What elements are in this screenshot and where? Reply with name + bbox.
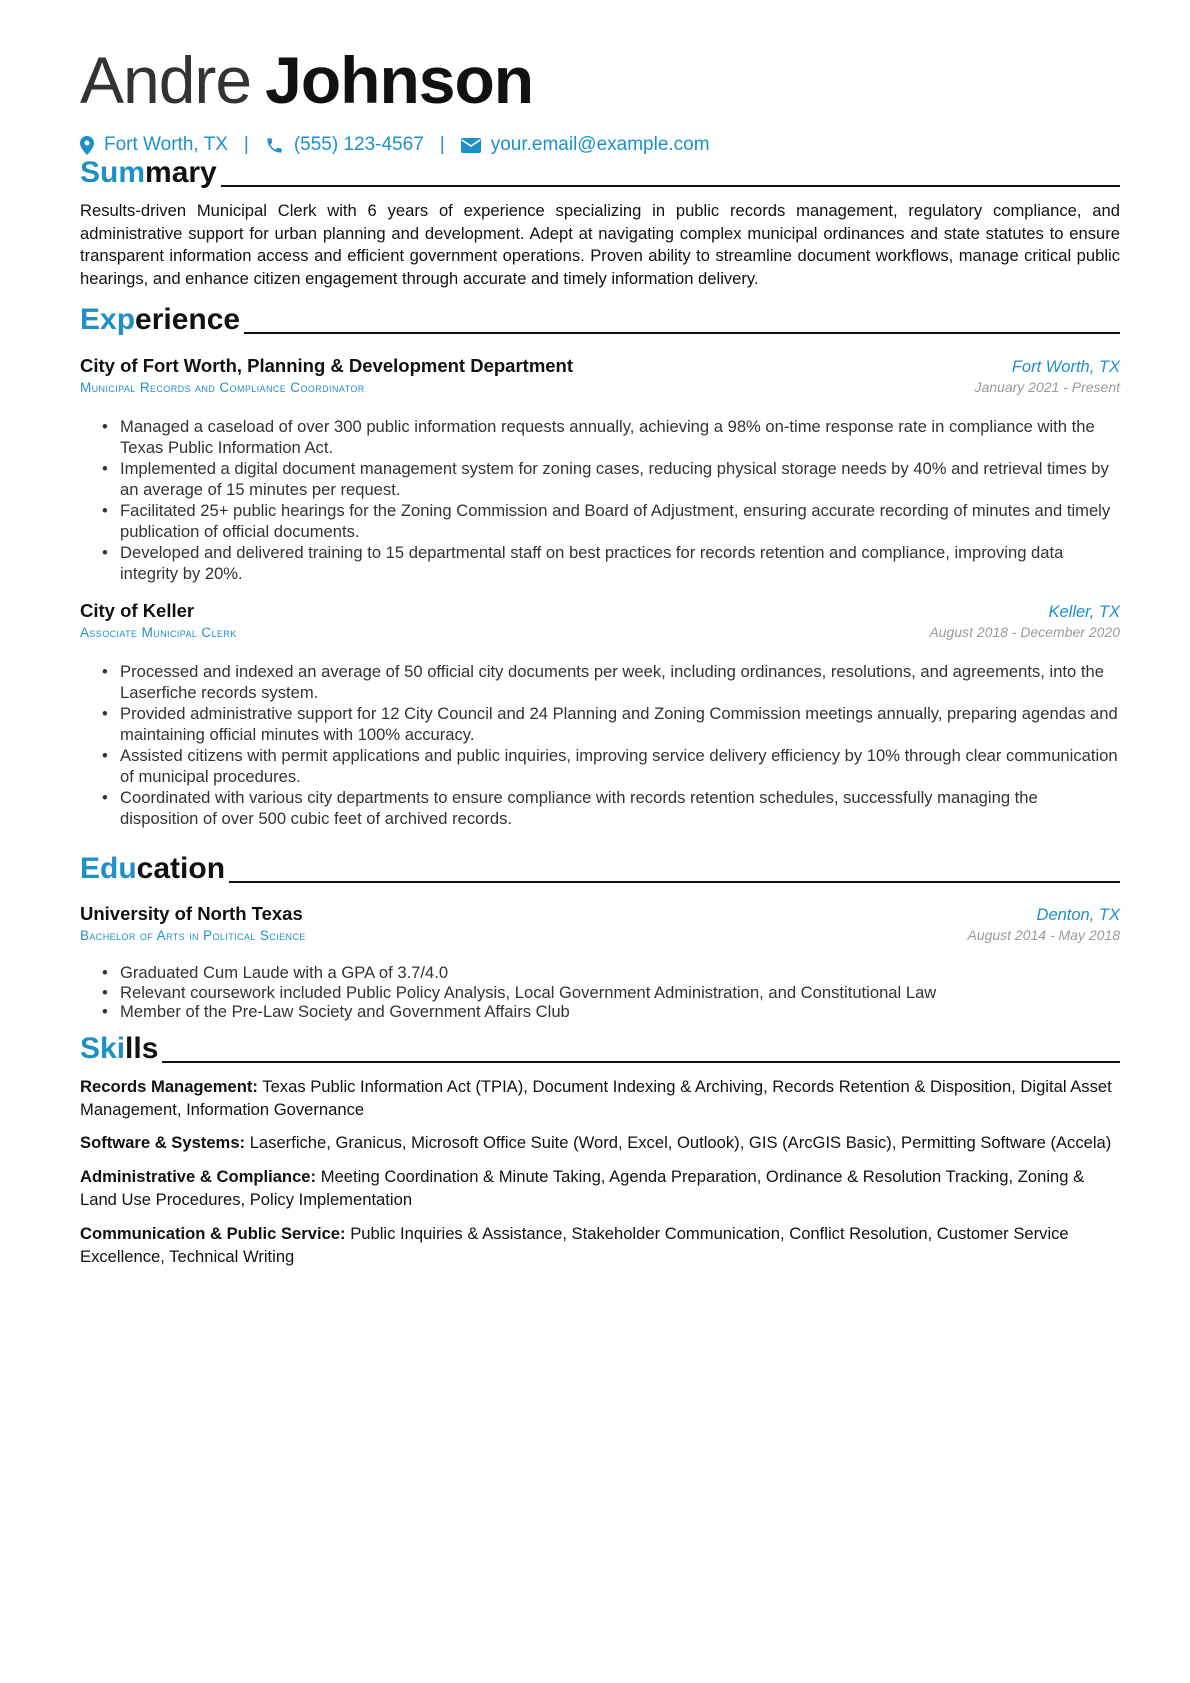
employer-name: City of Fort Worth, Planning & Development Department — [80, 355, 574, 376]
section-rule — [244, 332, 1120, 334]
education-heading — [80, 852, 1120, 886]
job-entry — [80, 355, 1120, 395]
summary-heading — [80, 156, 1120, 190]
skill-values: Public Inquiries & Assistance, Stakeholder Communication, Conflict Resolution, Customer Service Excellence, Technical Writing — [80, 1224, 1069, 1266]
phone-text: (555) 123-4567 — [293, 134, 424, 155]
list-item: • Facilitated 25+ public hearings for the Zoning Commission and Board of Adjustment, ensuring accurate recording of minutes and timely publication of official documents. — [120, 500, 1120, 542]
skill-category: Software & Systems: — [80, 1133, 246, 1152]
education-dates: August 2014 - May 2018 — [967, 927, 1120, 943]
skill-group — [80, 1166, 1120, 1211]
list-item: • Member of the Pre-Law Society and Government Affairs Club — [120, 1002, 1120, 1022]
job-bullets — [102, 661, 1120, 829]
contact-email[interactable] — [461, 134, 710, 156]
section-title: Education — [80, 852, 226, 885]
list-item: • Implemented a digital document management system for zoning cases, reducing physical storage needs by 40% and retrieval times by an average of 15 minutes per request. — [120, 458, 1120, 500]
contact-line — [80, 134, 710, 156]
skill-values: Laserfiche, Granicus, Microsoft Office Suite (Word, Excel, Outlook), GIS (ArcGIS Basic), Permitting Software (Accela) — [249, 1133, 1112, 1152]
school-name: University of North Texas — [80, 903, 303, 924]
experience-heading — [80, 303, 1120, 337]
summary-text: Results-driven Municipal Clerk with 6 years of experience specializing in public records management, regulatory compliance, and administrative support for urban planning and development. Adept at navigating complex municipal ordinances and state statutes to ensure transparent information access and efficient government operations. Proven ability to streamline document workflows, manage critical public hearings, and enhance citizen engagement through accurate and timely information delivery. — [80, 201, 1120, 288]
skill-values: Texas Public Information Act (TPIA), Document Indexing & Archiving, Records Retention & Disposition, Digital Asset Management, Information Governance — [80, 1077, 1112, 1119]
employer-name: City of Keller — [80, 600, 195, 621]
map-marker-icon — [80, 136, 94, 155]
list-item: • Developed and delivered training to 15 departmental staff on best practices for records retention and compliance, improving data integrity by 20%. — [120, 542, 1120, 584]
list-item: • Processed and indexed an average of 50 official city documents per week, including ordinances, resolutions, and agreements, into the Laserfiche records system. — [120, 661, 1120, 703]
list-item: • Assisted citizens with permit applications and public inquiries, improving service delivery efficiency by 10% through clear communication of municipal procedures. — [120, 745, 1120, 787]
candidate-name — [80, 40, 533, 120]
education-entry — [80, 903, 1120, 943]
job-dates: January 2021 - Present — [974, 379, 1120, 395]
list-item: • Coordinated with various city departments to ensure compliance with records retention schedules, successfully managing the disposition of over 500 cubic feet of archived records. — [120, 787, 1120, 829]
email-text: your.email@example.com — [490, 134, 710, 155]
section-rule — [221, 185, 1120, 187]
list-item: • Provided administrative support for 12 City Council and 24 Planning and Zoning Commission meetings annually, preparing agendas and maintaining official minutes with 100% accuracy. — [120, 703, 1120, 745]
job-location: Keller, TX — [1048, 603, 1120, 621]
first-name: Andre — [80, 43, 252, 117]
skill-category: Communication & Public Service: — [80, 1224, 346, 1243]
job-dates: August 2018 - December 2020 — [929, 624, 1120, 640]
skill-category: Administrative & Compliance: — [80, 1167, 317, 1186]
job-title: Municipal Records and Compliance Coordinator — [80, 380, 365, 395]
job-entry — [80, 600, 1120, 640]
skill-category: Records Management: — [80, 1077, 258, 1096]
list-item: • Relevant coursework included Public Policy Analysis, Local Government Administration, and Constitutional Law — [120, 983, 1120, 1003]
contact-phone[interactable] — [265, 134, 424, 156]
envelope-icon — [461, 138, 481, 153]
list-item: • Managed a caseload of over 300 public information requests annually, achieving a 98% on-time response rate in compliance with the Texas Public Information Act. — [120, 416, 1120, 458]
school-location: Denton, TX — [1036, 906, 1120, 924]
job-location: Fort Worth, TX — [1011, 358, 1120, 376]
location-text: Fort Worth, TX — [104, 134, 228, 155]
skill-group — [80, 1223, 1120, 1268]
job-title: Associate Municipal Clerk — [80, 625, 237, 640]
contact-separator: | — [439, 134, 445, 155]
section-title: Skills — [80, 1032, 159, 1065]
list-item: • Graduated Cum Laude with a GPA of 3.7/4.0 — [120, 963, 1120, 983]
degree: Bachelor of Arts in Political Science — [80, 928, 306, 943]
section-rule — [229, 881, 1120, 883]
section-title: Summary — [80, 156, 217, 189]
skill-group — [80, 1132, 1120, 1155]
section-title: Experience — [80, 303, 241, 336]
skill-group — [80, 1076, 1120, 1121]
section-rule — [162, 1061, 1120, 1063]
job-bullets — [102, 416, 1120, 584]
contact-location — [80, 134, 228, 156]
last-name: Johnson — [265, 43, 534, 117]
skill-values: Meeting Coordination & Minute Taking, Agenda Preparation, Ordinance & Resolution Tracking, Zoning & Land Use Procedures, Policy Implementation — [80, 1167, 1085, 1209]
phone-icon — [265, 136, 284, 155]
education-bullets — [102, 963, 1120, 1022]
skills-heading — [80, 1032, 1120, 1066]
contact-separator: | — [243, 134, 249, 155]
